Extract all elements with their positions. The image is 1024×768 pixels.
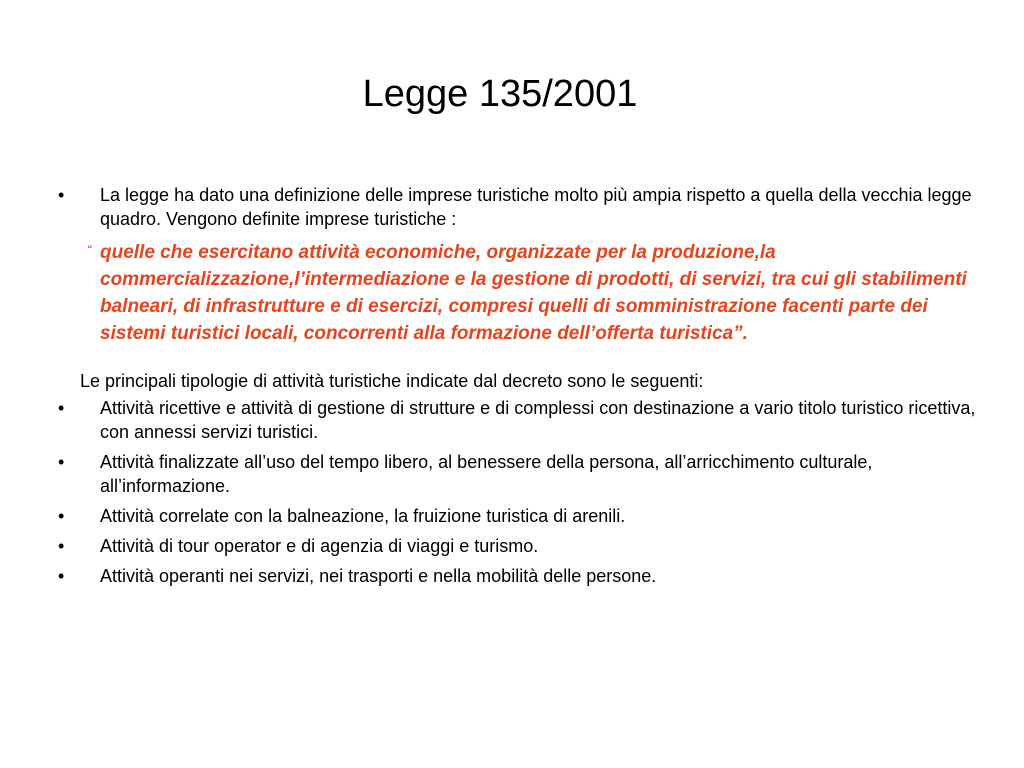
definition-quote	[58, 239, 978, 347]
list-item-text: Attività finalizzate all’uso del tempo libero, al benessere della persona, all’arricchimento culturale, all’informazione.	[100, 452, 873, 496]
list-item-text: Attività operanti nei servizi, nei trasporti e nella mobilità delle persone.	[100, 566, 657, 586]
slide-title: Legge 135/2001	[362, 73, 638, 115]
list-item	[58, 564, 978, 588]
bullet-icon: •	[58, 398, 65, 418]
slide-body	[58, 183, 978, 594]
list-item	[58, 504, 978, 528]
list-item	[58, 450, 978, 498]
bullet-icon: •	[58, 506, 65, 526]
open-quote-mark: “	[87, 242, 92, 257]
list-item-text: Attività ricettive e attività di gestione di strutture e di complessi con destinazione a vario titolo turistico ricettiva, con annessi servizi turistici.	[100, 398, 976, 442]
types-list	[58, 396, 978, 588]
list-item-text: Attività di tour operator e di agenzia di viaggi e turismo.	[100, 536, 539, 556]
list-item	[58, 396, 978, 444]
intro-bullet	[58, 183, 978, 231]
bullet-icon: •	[58, 185, 65, 205]
bullet-icon: •	[58, 536, 65, 556]
types-intro: Le principali tipologie di attività turistiche indicate dal decreto sono le seguenti:	[80, 371, 704, 391]
intro-bullet-text: La legge ha dato una definizione delle imprese turistiche molto più ampia rispetto a quella della vecchia legge quadro. Vengono definite imprese turistiche :	[100, 185, 972, 229]
list-item-text: Attività correlate con la balneazione, la fruizione turistica di arenili.	[100, 506, 626, 526]
bullet-icon: •	[58, 452, 65, 472]
list-item	[58, 534, 978, 558]
bullet-icon: •	[58, 566, 65, 586]
definition-quote-text: quelle che esercitano attività economiche, organizzate per la produzione,la commercializzazione,l’intermediazione e la gestione di prodotti, di servizi, tra cui gli stabilimenti balneari, di infrastrutture e di esercizi, compresi quelli di somministrazione facenti parte dei sistemi turistici locali, concorrenti alla formazione dell’offerta turistica”.	[100, 242, 967, 344]
